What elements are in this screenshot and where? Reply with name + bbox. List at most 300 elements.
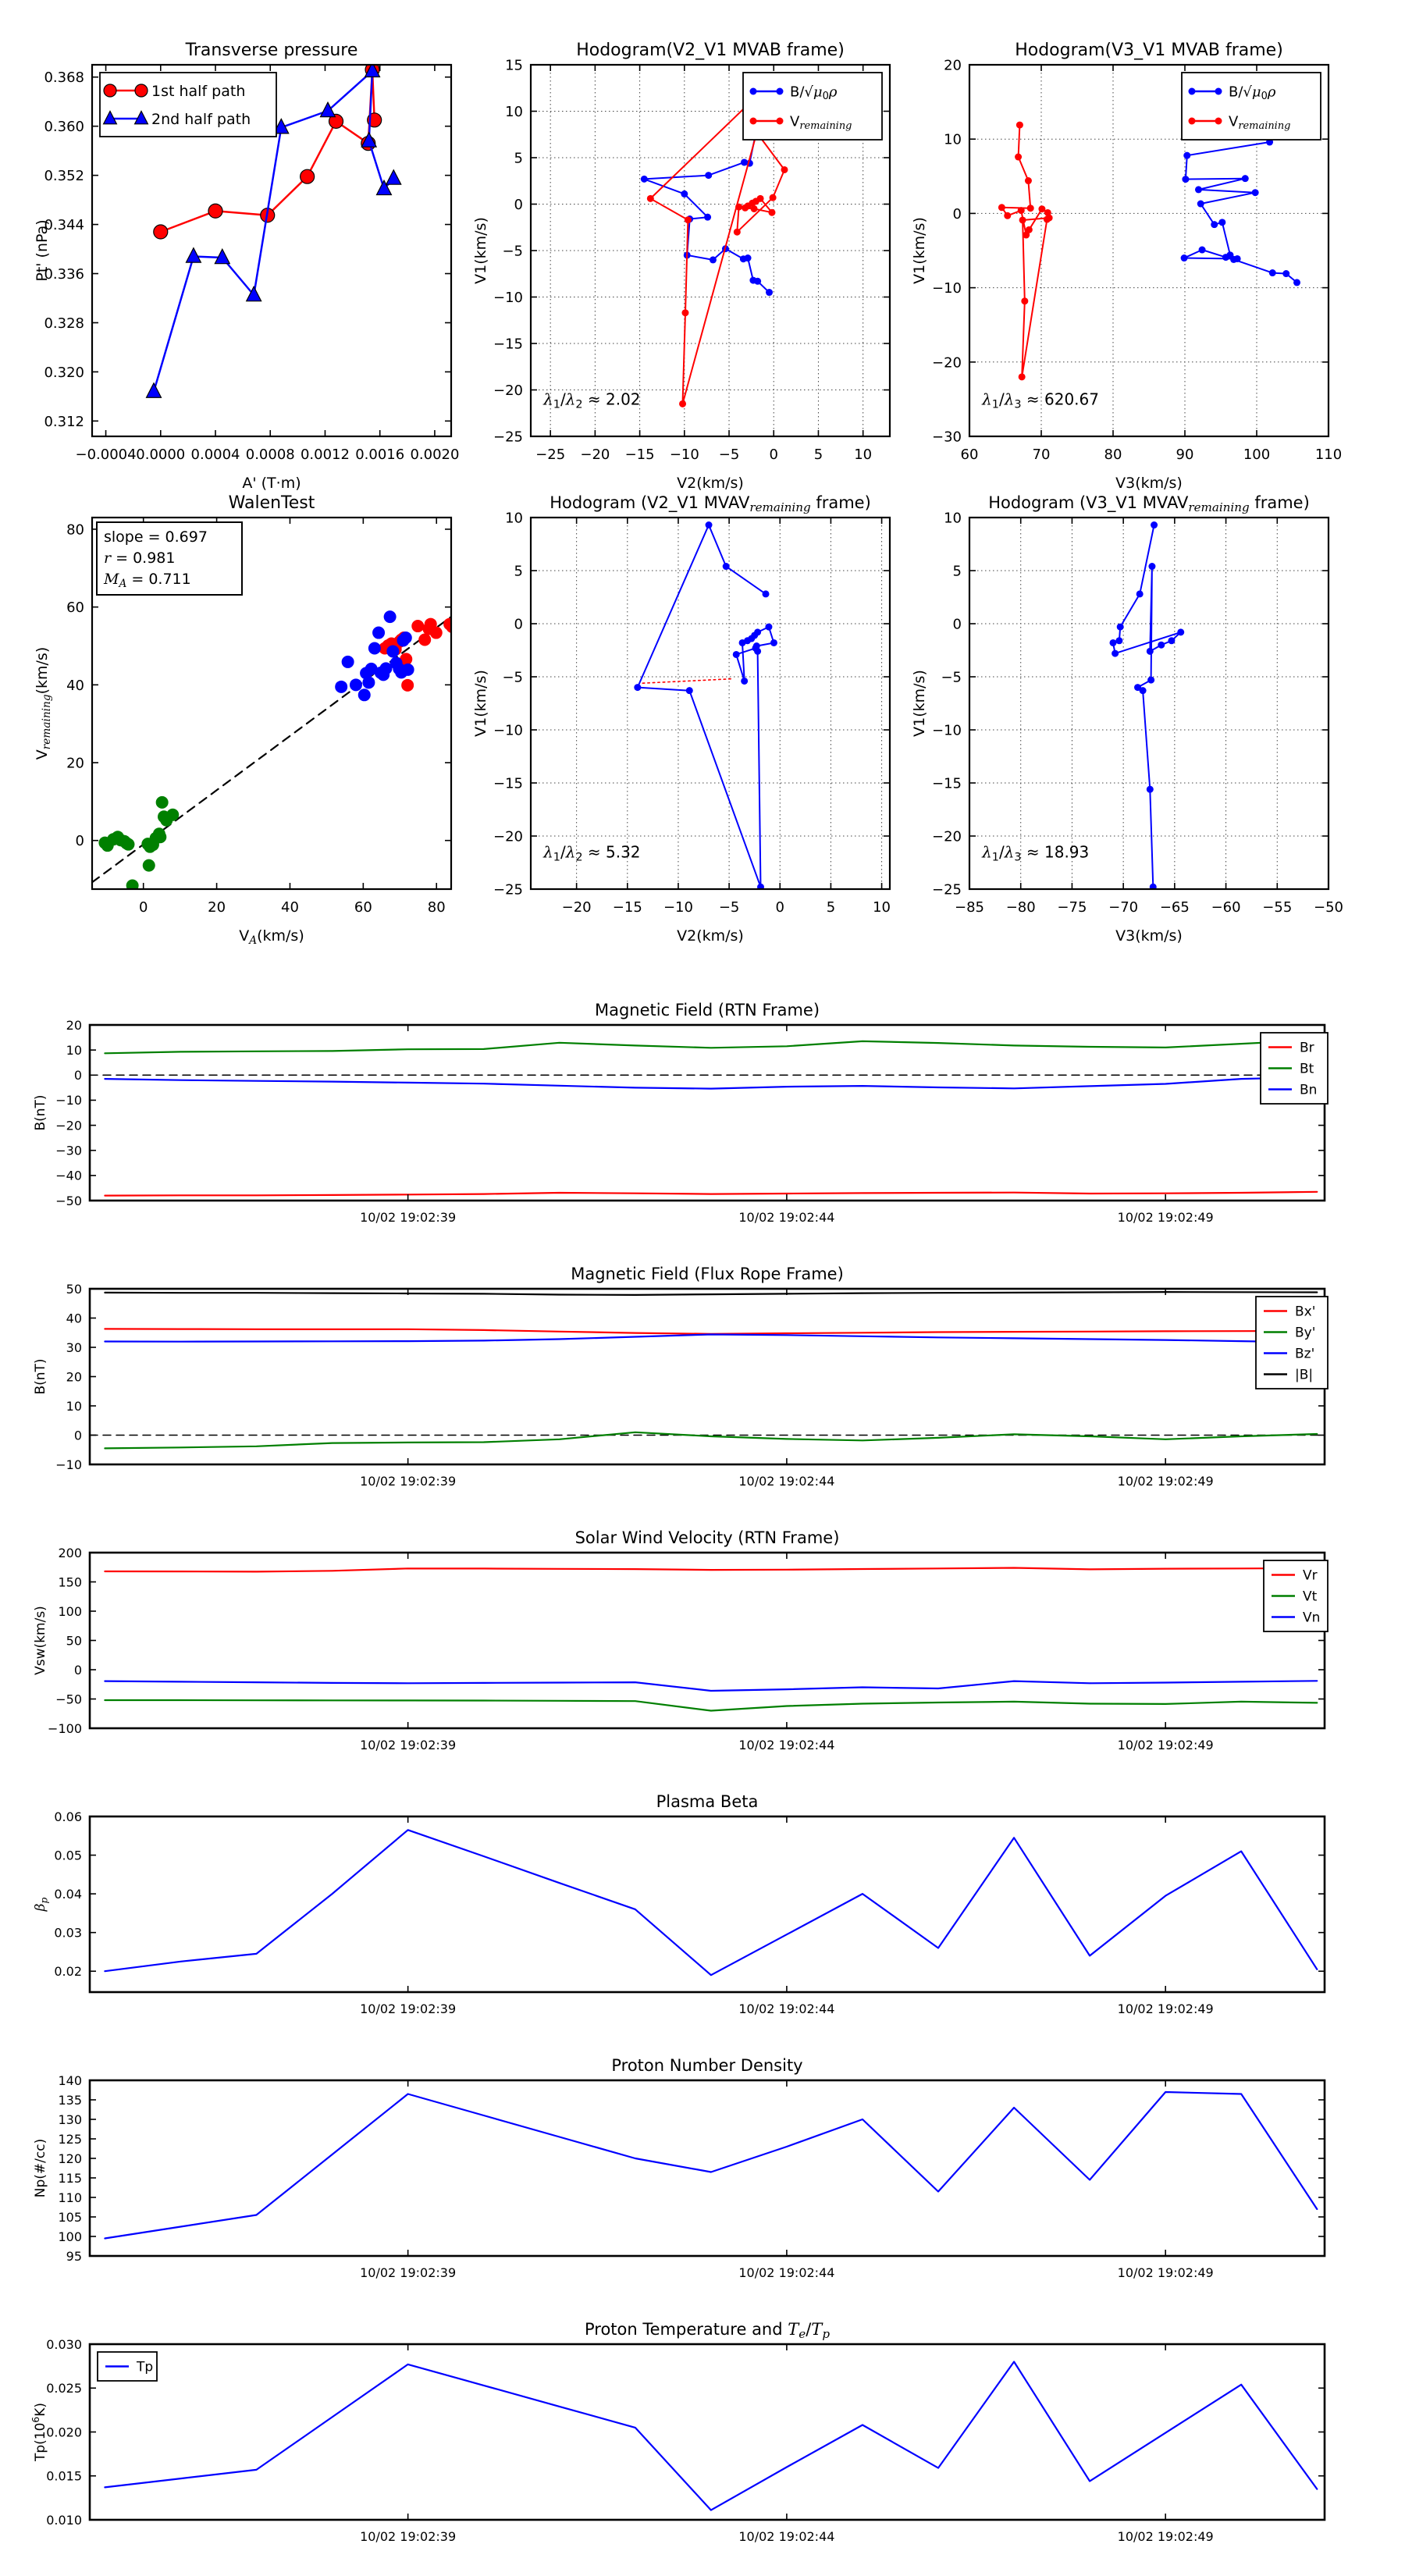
legend-label: $B/√\mu_0\rho$ [1229, 84, 1276, 103]
x-tick-label: −60 [1211, 899, 1241, 916]
y-axis-label: B(nT) [33, 1358, 48, 1395]
y-tick-label: 0.025 [46, 2381, 82, 2396]
y-tick-label: −10 [493, 722, 523, 739]
stats-line: $M_A = 0.711$ [104, 571, 191, 590]
x-tick-label: 10/02 19:02:39 [360, 2001, 457, 2016]
point-marker [998, 204, 1005, 211]
point-marker [1242, 175, 1249, 182]
y-tick-label: −50 [55, 1193, 82, 1208]
chart-title: Hodogram (V3_V1 $MVAV_{remaining}$ frame) [988, 493, 1310, 515]
y-tick-label: 150 [58, 1574, 82, 1590]
y-tick-label: −10 [932, 722, 962, 739]
point-marker [753, 642, 760, 649]
point-marker [1115, 637, 1122, 644]
x-tick-label: 10/02 19:02:49 [1117, 2265, 1214, 2280]
chart-title: Proton Number Density [611, 2056, 803, 2075]
y-tick-label: −15 [493, 775, 523, 792]
x-axis-label: V3(km/s) [1115, 475, 1183, 492]
y-tick-label: 110 [58, 2190, 82, 2205]
y-tick-label: 0.312 [44, 413, 84, 430]
y-tick-label: −10 [493, 289, 523, 306]
plot-background [90, 1816, 1325, 1992]
stats-box [97, 522, 242, 595]
point-marker [1218, 219, 1225, 226]
point-marker [1004, 212, 1011, 219]
point-marker [411, 620, 424, 632]
point-marker [1117, 624, 1124, 631]
x-tick-label: 0 [769, 447, 778, 463]
y-axis-label: V1(km/s) [472, 670, 489, 737]
hodogram-v2v1-mvav-plot [462, 485, 910, 953]
y-tick-label: 20 [66, 1369, 82, 1385]
chart-magnetic-field-flux-rope [27, 1261, 1399, 1505]
x-tick-label: 100 [1243, 447, 1271, 463]
y-axis-label: $\beta_p$ [33, 1897, 50, 1912]
x-tick-label: 5 [826, 899, 836, 916]
y-tick-label: 0.352 [44, 168, 84, 185]
plot-background [90, 2344, 1325, 2520]
x-tick-label: 0.0012 [300, 447, 350, 463]
annotation: $\lambda_1/\lambda_3 \approx 620.67$ [982, 390, 1099, 411]
legend-label: Bx' [1295, 1304, 1316, 1320]
point-marker [751, 205, 758, 212]
x-tick-label: −80 [1005, 899, 1036, 916]
x-tick-label: 10/02 19:02:39 [360, 2529, 457, 2544]
legend-label: Bn [1300, 1082, 1318, 1098]
y-tick-label: 0 [73, 1662, 82, 1678]
y-tick-label: 0.328 [44, 315, 84, 332]
point-marker [745, 254, 752, 262]
y-tick-label: 10 [944, 510, 962, 527]
point-marker [770, 639, 777, 646]
chart-title: Proton Temperature and $T_e/T_p$ [584, 2320, 831, 2342]
y-tick-label: 0.360 [44, 119, 84, 136]
point-marker [1018, 207, 1025, 214]
chart-solar-wind-velocity [27, 1525, 1399, 1769]
point-marker [1026, 226, 1033, 233]
legend-label: Vr [1303, 1567, 1318, 1584]
x-tick-label: 10/02 19:02:44 [738, 1738, 835, 1752]
y-tick-label: 50 [66, 1281, 82, 1297]
point-marker [1252, 189, 1259, 196]
x-tick-label: −5 [718, 447, 740, 463]
y-tick-label: 0.368 [44, 69, 84, 87]
legend-label: 1st half path [151, 82, 246, 100]
y-tick-label: 40 [66, 677, 84, 694]
annotation: $\lambda_1/\lambda_2 \approx 5.32$ [543, 842, 641, 864]
plot-background [90, 2080, 1325, 2256]
y-tick-label: 120 [58, 2151, 82, 2166]
x-tick-label: 0 [138, 899, 148, 916]
y-tick-label: 0 [952, 616, 962, 633]
x-tick-label: 10/02 19:02:44 [738, 2265, 835, 2280]
point-marker [734, 229, 741, 236]
point-marker [1211, 221, 1218, 228]
point-marker [362, 676, 375, 688]
point-marker [1025, 177, 1032, 184]
x-axis-label: $V_A(km/s)$ [239, 927, 304, 947]
proton-number-density-plot [27, 2052, 1399, 2297]
legend [98, 2352, 157, 2381]
x-tick-label: 5 [813, 447, 823, 463]
y-tick-label: 5 [514, 563, 523, 580]
y-tick-label: 0.02 [54, 1963, 82, 1979]
y-tick-label: 115 [58, 2170, 82, 2186]
y-tick-label: 0 [73, 1068, 82, 1083]
annotation: $\lambda_1/\lambda_2 \approx 2.02$ [543, 390, 641, 411]
point-marker [154, 225, 168, 239]
x-axis-label: V3(km/s) [1115, 927, 1183, 945]
point-marker [770, 194, 777, 201]
point-marker [1027, 205, 1034, 212]
y-tick-label: 0.05 [54, 1848, 82, 1863]
y-tick-label: 0 [73, 1428, 82, 1443]
y-tick-label: −25 [932, 881, 962, 898]
point-marker [1189, 88, 1196, 95]
point-marker [104, 84, 116, 97]
point-marker [1183, 152, 1190, 159]
y-tick-label: −15 [493, 336, 523, 353]
point-marker [430, 627, 443, 639]
point-marker [1015, 154, 1022, 161]
legend-label: By' [1295, 1325, 1316, 1341]
chart-title: WalenTest [228, 493, 315, 513]
point-marker [446, 621, 458, 633]
point-marker [1044, 216, 1051, 223]
y-tick-label: 0.020 [46, 2425, 82, 2440]
x-tick-label: 10/02 19:02:44 [738, 1210, 835, 1225]
y-tick-label: 60 [66, 600, 84, 617]
x-tick-label: −0.0004 [75, 447, 137, 463]
x-tick-label: −20 [561, 899, 592, 916]
point-marker [781, 166, 788, 173]
y-tick-label: 0.320 [44, 364, 84, 381]
point-marker [766, 289, 773, 296]
point-marker [634, 684, 641, 691]
point-marker [1148, 563, 1155, 570]
x-tick-label: −15 [612, 899, 642, 916]
point-marker [1269, 269, 1276, 276]
point-marker [342, 656, 354, 668]
point-marker [1147, 786, 1154, 793]
hodogram-v2v1-mvab-plot [462, 32, 910, 500]
point-marker [706, 521, 713, 528]
x-tick-label: 80 [427, 899, 446, 916]
legend-label: $V_{remaining}$ [1229, 113, 1291, 133]
y-tick-label: 0.03 [54, 1925, 82, 1941]
point-marker [1230, 256, 1237, 263]
y-tick-label: 10 [505, 103, 523, 120]
y-tick-label: 50 [66, 1633, 82, 1649]
x-tick-label: −85 [955, 899, 984, 916]
point-marker [765, 624, 772, 631]
point-marker [704, 214, 711, 221]
x-tick-label: −5 [718, 899, 740, 916]
y-tick-label: 0 [75, 833, 84, 850]
x-tick-label: 0.0004 [190, 447, 240, 463]
x-tick-label: 0.0008 [245, 447, 295, 463]
y-axis-label: Pt' (nPa) [34, 219, 51, 282]
point-marker [1282, 270, 1289, 277]
chart-title: Magnetic Field (Flux Rope Frame) [571, 1265, 844, 1283]
x-tick-label: 20 [208, 899, 226, 916]
point-marker [733, 651, 740, 658]
x-tick-label: 0.0020 [410, 447, 460, 463]
legend [1182, 73, 1321, 140]
legend [1256, 1297, 1328, 1389]
y-tick-label: −20 [932, 828, 962, 845]
point-marker [681, 190, 688, 197]
y-tick-label: 95 [66, 2248, 82, 2264]
y-tick-label: 20 [944, 57, 962, 74]
plot-background [969, 518, 1329, 889]
y-tick-label: −40 [55, 1168, 82, 1183]
point-marker [1195, 186, 1202, 193]
x-tick-label: 70 [1032, 447, 1051, 463]
legend-label: Tp [137, 2359, 154, 2375]
legend-label: Vn [1303, 1610, 1321, 1626]
chart-plasma-beta [27, 1788, 1399, 2033]
point-marker [358, 688, 371, 701]
point-marker [402, 664, 414, 676]
magnetic-field-flux-rope-plot [27, 1261, 1399, 1505]
legend-label: Bt [1300, 1061, 1314, 1077]
y-tick-label: −10 [55, 1457, 82, 1472]
legend [100, 73, 276, 137]
x-axis-label: A' (T·m) [242, 475, 301, 492]
point-marker [723, 563, 730, 570]
point-marker [156, 796, 169, 809]
point-marker [685, 216, 692, 223]
y-axis-label: Vsw(km/s) [33, 1606, 48, 1675]
chart-proton-temperature [27, 2316, 1399, 2560]
y-tick-label: 40 [66, 1311, 82, 1326]
point-marker [1215, 118, 1222, 125]
x-tick-label: 10/02 19:02:49 [1117, 2529, 1214, 2544]
point-marker [372, 627, 385, 639]
x-tick-label: −10 [669, 447, 699, 463]
y-tick-label: 135 [58, 2092, 82, 2108]
x-tick-label: 80 [1104, 447, 1122, 463]
y-tick-label: 100 [58, 1603, 82, 1619]
point-marker [1199, 247, 1206, 254]
point-marker [418, 634, 431, 646]
y-tick-label: 140 [58, 2073, 82, 2088]
x-tick-label: −70 [1108, 899, 1139, 916]
y-axis-label: Np(#/cc) [33, 2138, 48, 2198]
point-marker [742, 205, 749, 212]
x-tick-label: 10/02 19:02:39 [360, 1738, 457, 1752]
point-marker [386, 645, 399, 657]
x-tick-label: −55 [1262, 899, 1293, 916]
point-marker [1019, 373, 1026, 380]
y-tick-label: −20 [493, 382, 523, 399]
point-marker [1147, 648, 1154, 655]
chart-hodogram-v2v1-mvab [462, 32, 910, 500]
y-tick-label: 5 [514, 150, 523, 167]
point-marker [143, 859, 155, 872]
y-tick-label: 20 [66, 755, 84, 772]
y-tick-label: 0 [514, 616, 523, 633]
point-marker [208, 204, 222, 218]
point-marker [1110, 639, 1117, 646]
y-tick-label: 10 [944, 131, 962, 148]
point-marker [135, 84, 148, 97]
magnetic-field-rtn-plot [27, 997, 1399, 1241]
point-marker [368, 642, 381, 654]
y-tick-label: −10 [932, 280, 962, 297]
point-marker [1158, 642, 1165, 649]
x-tick-label: 10 [873, 899, 891, 916]
proton-temperature-plot [27, 2316, 1399, 2560]
hodogram-v3v1-mvav-plot [901, 485, 1349, 953]
point-marker [384, 610, 397, 623]
x-axis-label: V2(km/s) [677, 475, 744, 492]
y-tick-label: 80 [66, 521, 84, 539]
x-tick-label: 40 [281, 899, 299, 916]
x-tick-label: 10 [854, 447, 873, 463]
x-tick-label: −75 [1057, 899, 1087, 916]
legend-label: Vt [1303, 1589, 1318, 1605]
y-tick-label: −25 [493, 429, 523, 446]
y-tick-label: −5 [941, 669, 962, 686]
y-tick-label: −5 [502, 669, 523, 686]
y-tick-label: −100 [48, 1720, 82, 1736]
x-tick-label: 0 [775, 899, 784, 916]
plasma-beta-plot [27, 1788, 1399, 2033]
point-marker [641, 176, 648, 183]
chart-title: Transverse pressure [185, 41, 358, 60]
point-marker [1140, 687, 1147, 694]
legend [1264, 1560, 1328, 1631]
point-marker [647, 195, 654, 202]
point-marker [400, 632, 412, 644]
point-marker [705, 172, 712, 179]
y-tick-label: −20 [55, 1118, 82, 1133]
x-axis-label: V2(km/s) [677, 927, 744, 945]
chart-walen-test [23, 485, 471, 953]
x-tick-label: 0.0016 [355, 447, 405, 463]
stats-line: r = 0.981 [104, 550, 176, 567]
x-tick-label: 10/02 19:02:44 [738, 2529, 835, 2544]
hodogram-v3v1-mvab-plot [901, 32, 1349, 500]
point-marker [735, 204, 742, 211]
y-tick-label: 10 [66, 1398, 82, 1414]
plot-background [90, 1553, 1325, 1728]
y-tick-label: 10 [66, 1042, 82, 1058]
transverse-pressure-plot [23, 32, 471, 500]
y-tick-label: 15 [505, 57, 523, 74]
y-axis-label: V1(km/s) [911, 217, 928, 284]
y-tick-label: 0 [952, 205, 962, 222]
y-tick-label: 0.015 [46, 2468, 82, 2484]
y-tick-label: −20 [932, 354, 962, 372]
y-tick-label: −30 [932, 429, 962, 446]
y-tick-label: 0.344 [44, 217, 84, 234]
y-tick-label: 30 [66, 1340, 82, 1355]
point-marker [1189, 118, 1196, 125]
y-tick-label: 0.010 [46, 2512, 82, 2528]
point-marker [777, 88, 784, 95]
legend-label: |B| [1295, 1367, 1314, 1383]
y-tick-label: 0.030 [46, 2336, 82, 2352]
chart-transverse-pressure [23, 32, 471, 500]
point-marker [1293, 279, 1300, 286]
y-tick-label: −10 [55, 1093, 82, 1108]
x-tick-label: −20 [580, 447, 610, 463]
x-tick-label: 0.0000 [136, 447, 186, 463]
chart-title: Plasma Beta [656, 1792, 759, 1811]
chart-title: Hodogram(V2_V1 MVAB frame) [576, 41, 845, 60]
point-marker [768, 209, 775, 216]
point-marker [154, 831, 166, 843]
point-marker [1222, 254, 1229, 261]
y-tick-label: 100 [58, 2229, 82, 2244]
point-marker [763, 590, 770, 597]
point-marker [750, 88, 757, 95]
walen-test-plot [23, 485, 471, 953]
y-axis-label: B(nT) [33, 1094, 48, 1131]
y-tick-label: 200 [58, 1545, 82, 1560]
point-marker [1215, 88, 1222, 95]
legend [743, 73, 882, 140]
point-marker [122, 838, 134, 851]
point-marker [686, 687, 693, 694]
point-marker [301, 169, 315, 183]
x-tick-label: 10/02 19:02:39 [360, 2265, 457, 2280]
x-tick-label: −65 [1159, 899, 1190, 916]
legend-label: $B/√\mu_0\rho$ [790, 84, 838, 103]
y-tick-label: 0 [514, 196, 523, 213]
y-tick-label: −5 [502, 243, 523, 260]
y-tick-label: 10 [505, 510, 523, 527]
point-marker [754, 278, 761, 285]
legend-label: $V_{remaining}$ [790, 113, 852, 133]
point-marker [1136, 590, 1144, 597]
point-marker [741, 678, 748, 685]
x-tick-label: 60 [354, 899, 372, 916]
chart-title: Hodogram (V2_V1 $MVAV_{remaining}$ frame) [550, 493, 871, 515]
chart-magnetic-field-rtn [27, 997, 1399, 1241]
y-tick-label: 0.336 [44, 265, 84, 283]
stats-line: slope = 0.697 [104, 528, 208, 546]
x-tick-label: 90 [1176, 447, 1194, 463]
y-tick-label: 125 [58, 2131, 82, 2147]
chart-hodogram-v2v1-mvav [462, 485, 910, 953]
point-marker [1168, 637, 1175, 644]
point-marker [681, 309, 688, 316]
point-marker [350, 678, 362, 691]
y-tick-label: −20 [493, 828, 523, 845]
x-tick-label: −10 [663, 899, 693, 916]
point-marker [757, 195, 764, 202]
point-marker [1112, 650, 1119, 657]
x-tick-label: 60 [960, 447, 979, 463]
y-axis-label: V1(km/s) [472, 217, 489, 284]
plot-background [531, 518, 890, 889]
y-tick-label: 5 [952, 563, 962, 580]
point-marker [777, 118, 784, 125]
y-axis-label: $Tp(10^6K)$ [30, 2402, 48, 2462]
x-tick-label: −50 [1314, 899, 1343, 916]
point-marker [1182, 176, 1189, 183]
x-tick-label: −25 [535, 447, 566, 463]
x-tick-label: 10/02 19:02:49 [1117, 1474, 1214, 1489]
x-tick-label: 10/02 19:02:49 [1117, 1738, 1214, 1752]
x-tick-label: 10/02 19:02:49 [1117, 1210, 1214, 1225]
chart-title: Solar Wind Velocity (RTN Frame) [574, 1528, 840, 1547]
point-marker [401, 679, 414, 692]
